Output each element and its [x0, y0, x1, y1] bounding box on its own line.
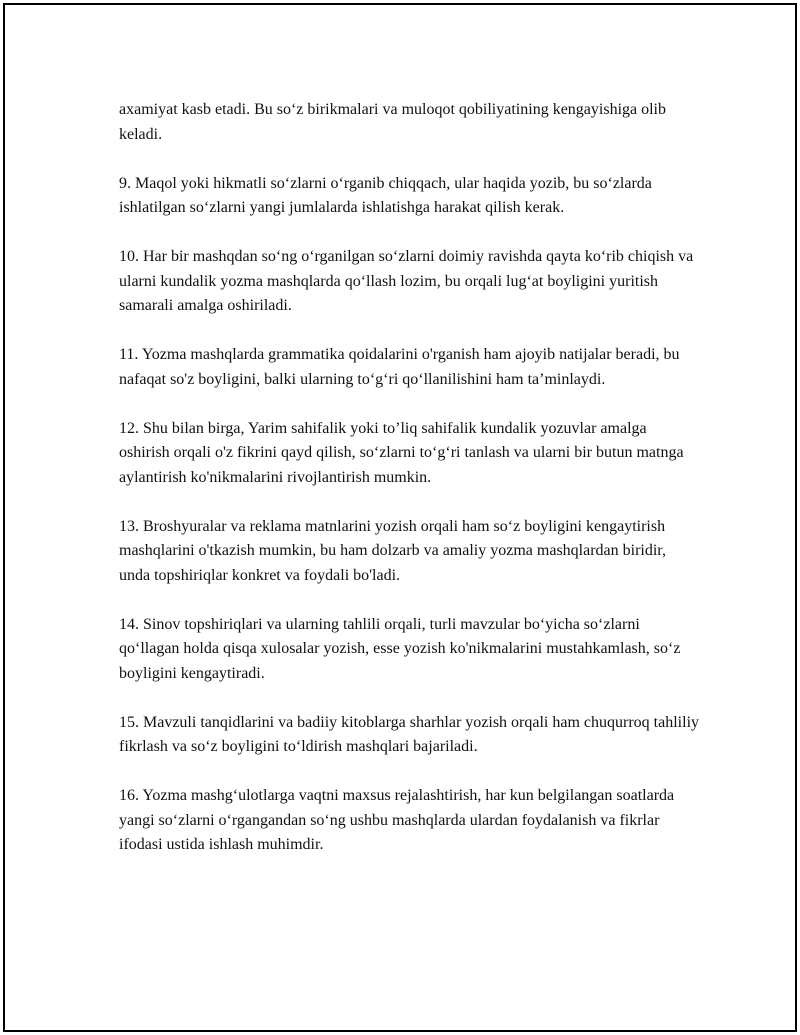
- page-frame: [3, 3, 797, 1032]
- paragraph-14: 14. Sinov topshiriqlari va ularning tahlili orqali, turli mavzular bo‘yicha so‘zlarni qo‘llagan holda qisqa xulosalar yozish, esse yozish ko'nikmalarini mustahkamlash, so‘z boyligini kengaytiradi.: [119, 615, 681, 682]
- paragraph-15: 15. Mavzuli tanqidlarini va badiiy kitoblarga sharhlar yozish orqali ham chuqurroq tahliliy fikrlash va so‘z boyligini to‘ldirish mashqlari bajariladi.: [119, 713, 700, 755]
- paragraph-12: 12. Shu bilan birga, Yarim sahifalik yoki to’liq sahifalik kundalik yozuvlar amalga oshirish orqali o'z fikrini qayd qilish, so‘zlarni to‘g‘ri tanlash va ularni bir butun matnga aylantirish ko'nikmalarini rivojlantirish mumkin.: [119, 419, 684, 486]
- paragraph-10: 10. Har bir mashqdan so‘ng o‘rganilgan so‘zlarni doimiy ravishda qayta ko‘rib chiqish va ularni kundalik yozma mashqlarda qo‘llash lozim, bu orqali lug‘at boyligini yuritish samarali amalga oshiriladi.: [119, 248, 694, 314]
- paragraph-13: 13. Broshyuralar va reklama matnlarini yozish orqali ham so‘z boyligini kengaytirish mashqlarini o'tkazish mumkin, bu ham dolzarb va amaliy yozma mashqlardan biridir, unda topshiriqlar konkret va foydali bo'ladi.: [119, 517, 666, 584]
- paragraph-16: 16. Yozma mashg‘ulotlarga vaqtni maxsus rejalashtirish, har kun belgilangan soatlarda yangi so‘zlarni o‘rgangandan so‘ng ushbu mashqlarda ulardan foydalanish va fikrlar ifodasi ustida ishlash muhimdir.: [119, 787, 675, 853]
- paragraph-continuation: axamiyat kasb etadi. Bu so‘z birikmalari va muloqot qobiliyatining kengayishiga olib keladi.: [119, 101, 666, 143]
- paragraph-11: 11. Yozma mashqlarda grammatika qoidalarini o'rganish ham ajoyib natijalar beradi, bu nafaqat so'z boyligini, balki ularning to‘g‘ri qo‘llanilishini ham ta’minlaydi.: [119, 346, 680, 388]
- paragraph-9: 9. Maqol yoki hikmatli so‘zlarni o‘rganib chiqqach, ular haqida yozib, bu so‘zlarda ishlatilgan so‘zlarni yangi jumlalarda ishlatishga harakat qilish kerak.: [119, 174, 652, 216]
- document-body: [119, 98, 699, 882]
